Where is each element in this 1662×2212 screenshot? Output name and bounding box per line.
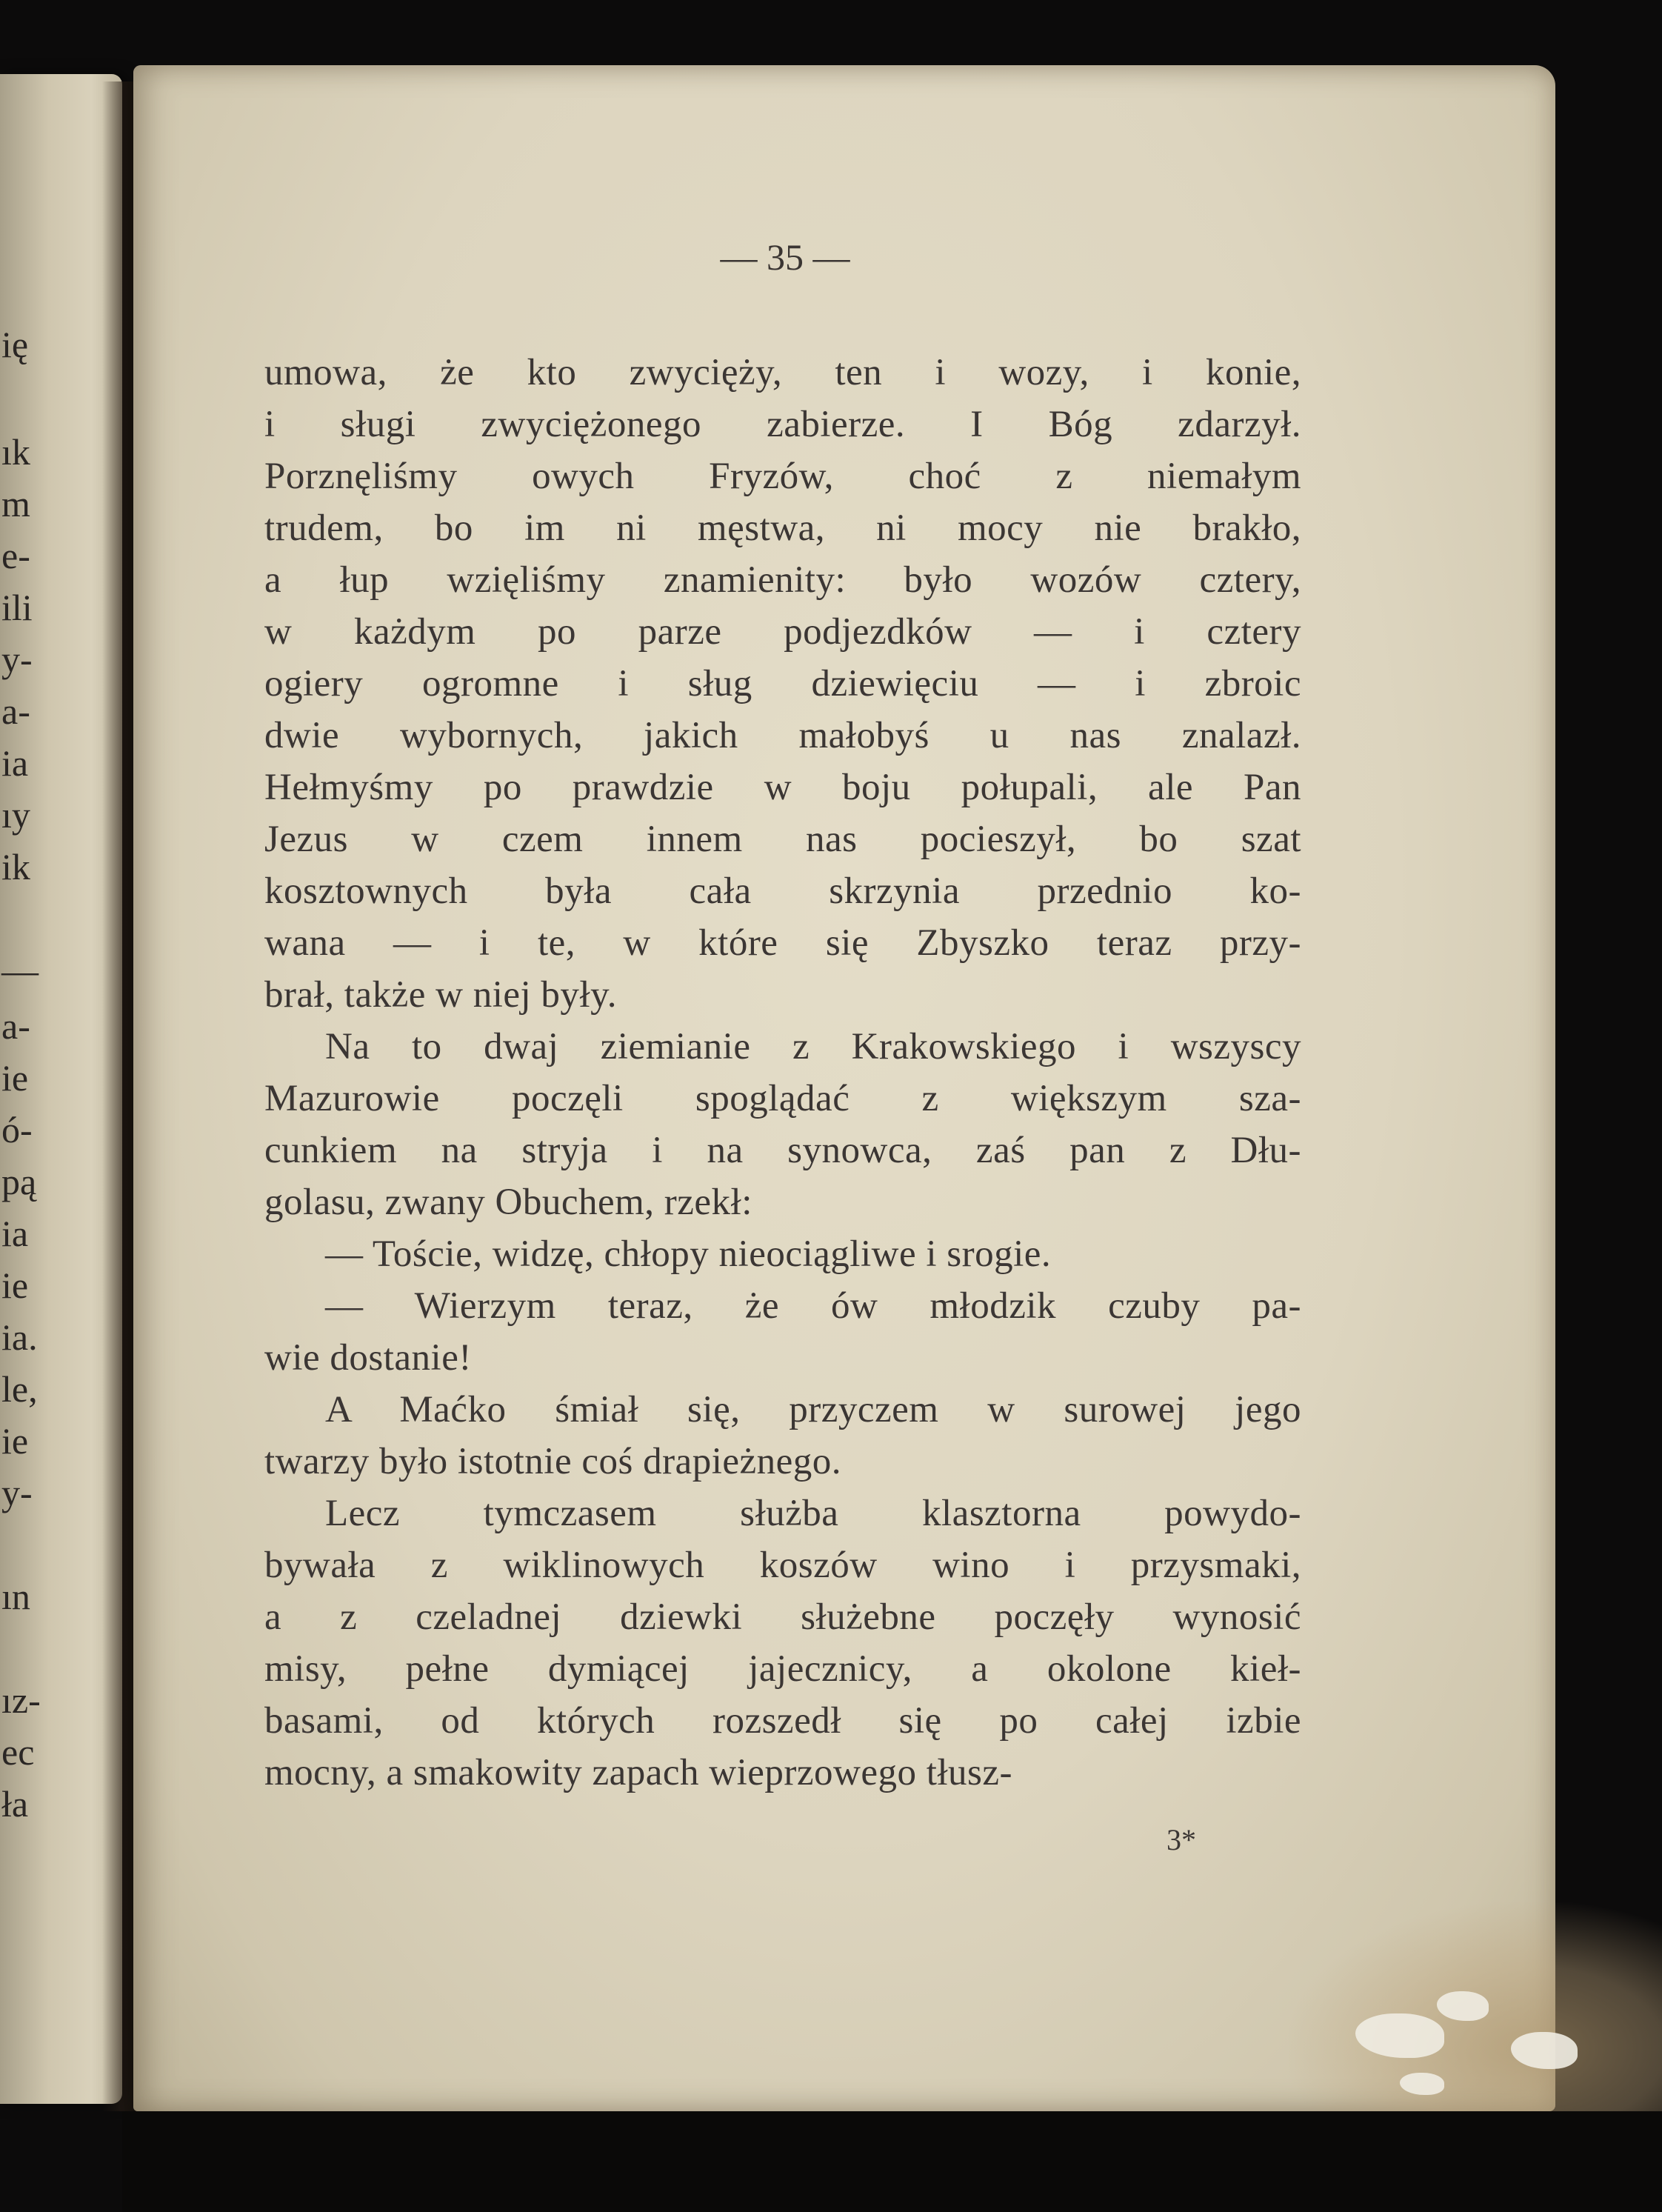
text-line: twarzy było istotnie coś drapieżnego. — [264, 1441, 842, 1482]
stain-spot — [1437, 1991, 1489, 2021]
text-line: Na to dwaj ziemianie z Krakowskiego i wszyscy — [325, 1026, 1301, 1067]
left-page-fragment: ie — [1, 1265, 29, 1306]
text-line: bywała z wiklinowych koszów wino i przysmaki, — [264, 1545, 1301, 1586]
stain-spot — [1511, 2032, 1578, 2069]
left-page-fragment: a- — [1, 1005, 30, 1047]
left-page-fragment: ó- — [1, 1109, 33, 1150]
stain-spot — [1355, 2013, 1444, 2058]
text-line: umowa, że kto zwycięży, ten i wozy, i konie, — [264, 352, 1301, 393]
text-line: golasu, zwany Obuchem, rzekł: — [264, 1182, 752, 1223]
text-line: brał, także w niej były. — [264, 974, 618, 1016]
text-line: a z czeladnej dziewki służebne poczęły wynosić — [264, 1596, 1301, 1638]
text-line: ogiery ogromne i sług dziewięciu — i zbroic — [264, 663, 1301, 704]
text-line: Mazurowie poczęli spoglądać z większym sza- — [264, 1078, 1301, 1119]
left-page-fragment: ła — [1, 1783, 29, 1825]
left-page-fragment: le, — [1, 1368, 38, 1410]
text-line: Porznęliśmy owych Fryzów, choć z niemałym — [264, 456, 1301, 497]
body-text — [264, 347, 1301, 1799]
text-line: Jezus w czem innem nas pocieszył, bo szat — [264, 819, 1301, 860]
text-line: — Wierzym teraz, że ów młodzik czuby pa- — [325, 1285, 1301, 1327]
text-line: Lecz tymczasem służba klasztorna powydo- — [325, 1493, 1301, 1534]
left-page-fragment: ili — [1, 587, 33, 628]
left-page-fragment: ik — [1, 846, 30, 887]
text-line: wana — i te, w które się Zbyszko teraz przy- — [264, 922, 1301, 964]
text-line: misy, pełne dymiącej jajecznicy, a okolone kieł- — [264, 1648, 1301, 1690]
book-gutter — [102, 81, 136, 2111]
left-page-fragment: y- — [1, 1472, 33, 1513]
page-number-header: — 35 — — [720, 236, 850, 278]
left-page-fragment: ia. — [1, 1316, 38, 1358]
left-page-fragment: pą — [1, 1161, 37, 1202]
text-line: Hełmyśmy po prawdzie w boju połupali, ale Pan — [264, 767, 1301, 808]
text-line: trudem, bo im ni męstwa, ni mocy nie brakło, — [264, 507, 1301, 549]
left-page-text-fragments — [0, 0, 100, 2212]
left-page-fragment: ie — [1, 1057, 29, 1099]
left-page-fragment: ın — [1, 1576, 30, 1617]
left-page-fragment: a- — [1, 690, 30, 732]
left-page-fragment: ia — [1, 742, 29, 784]
text-line: i sługi zwyciężonego zabierze. I Bóg zdarzył. — [264, 404, 1301, 445]
left-page-fragment: ię — [1, 324, 29, 365]
scan-bottom-edge — [122, 2111, 1662, 2212]
text-line: w każdym po parze podjezdków — i cztery — [264, 611, 1301, 653]
left-page-fragment: ıy — [1, 794, 30, 836]
left-page-fragment: ie — [1, 1420, 29, 1462]
text-line: a łup wzięliśmy znamienity: było wozów cztery, — [264, 559, 1301, 601]
left-page-fragment: — — [1, 950, 39, 991]
left-page-fragment: y- — [1, 639, 33, 680]
text-line: basami, od których rozszedł się po całej izbie — [264, 1700, 1301, 1742]
text-line: A Maćko śmiał się, przyczem w surowej jego — [325, 1389, 1301, 1430]
left-page-fragment: e- — [1, 535, 30, 576]
left-page-fragment: ık — [1, 431, 30, 473]
stain-spot — [1400, 2073, 1444, 2095]
left-page-fragment: ız- — [1, 1679, 41, 1721]
text-line: — Toście, widzę, chłopy nieociągliwe i srogie. — [325, 1233, 1052, 1275]
text-line: cunkiem na stryja i na synowca, zaś pan z Dłu- — [264, 1130, 1301, 1171]
text-line: kosztownych była cała skrzynia przednio ko- — [264, 870, 1301, 912]
text-line: dwie wybornych, jakich małobyś u nas znalazł. — [264, 715, 1301, 756]
text-line: wie dostanie! — [264, 1337, 472, 1379]
left-page-fragment: ia — [1, 1213, 29, 1254]
left-page-fragment: m — [1, 483, 30, 524]
signature-mark: 3* — [1167, 1823, 1196, 1856]
text-line: mocny, a smakowity zapach wieprzowego tłusz- — [264, 1752, 1013, 1793]
left-page-fragment: ec — [1, 1731, 35, 1773]
